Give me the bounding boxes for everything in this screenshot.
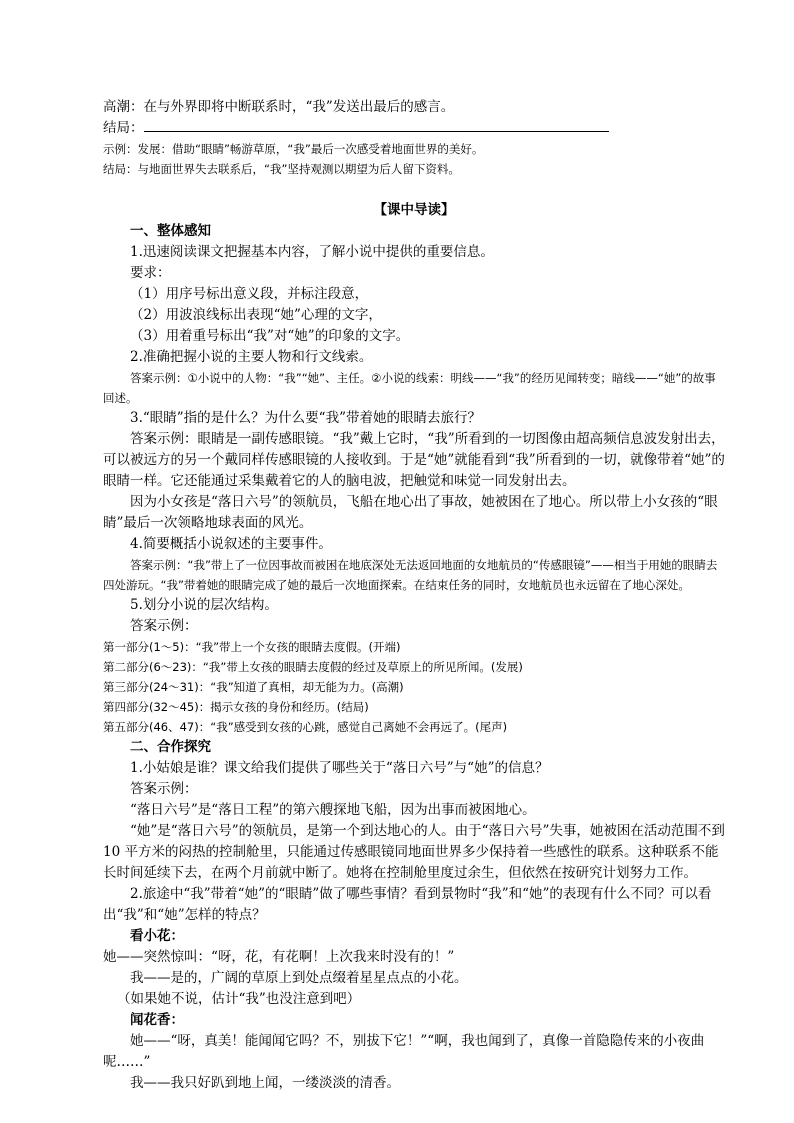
part2-look-1: 她——突然惊叫：“呀，花，有花啊！上次我来时没有的！” bbox=[103, 949, 455, 965]
part2-smell-2: 我——我只好趴到地上闻，一缕淡淡的清香。 bbox=[130, 1075, 400, 1091]
part2-q1: 1.小姑娘是谁？课文给我们提供了哪些关于“落日六号”与“她”的信息？ bbox=[130, 760, 549, 776]
part1-a5-4: 第四部分(32～45)：揭示女孩的身份和经历。(结局) bbox=[103, 700, 369, 714]
part2-a1-2: “她”是“落日六号”的领航员，是第一个到达地心的人。由于“落日六号”失事，她被困在活动范围不到 10 平方米的闷热的控制舱里，只能通过传感眼镜同地面世界多少保持着一些感性的联系。这种联系不能长时间延续下去，在两个月前就中断了。她将在控制舱里度过余生，但依然在按研究计划努力工作。 bbox=[103, 823, 725, 881]
part1-a5-label: 答案示例： bbox=[130, 618, 198, 634]
intro-ending bbox=[103, 118, 725, 139]
part1-q5: 5.划分小说的层次结构。 bbox=[130, 597, 278, 613]
part1-a5-5: 第五部分(46、47)：“我”感受到女孩的心跳，感觉自己离她不会再远了。(尾声) bbox=[103, 720, 508, 734]
part1-q4: 4.简要概括小说叙述的主要事件。 bbox=[130, 536, 332, 552]
spacer bbox=[103, 179, 725, 199]
ending-blank bbox=[144, 119, 609, 132]
part2-look-heading: 看小花： bbox=[130, 928, 184, 944]
part2-a1-label: 答案示例： bbox=[130, 781, 198, 797]
part1-a3-1: 答案示例：眼睛是一副传感眼镜。“我”戴上它时，“我”所看到的一切图像由超高频信息波发射出去，可以被远方的另一个戴同样传感眼镜的人接收到。于是“她”就能看到“我”所看到的一切，就像带着“她”的眼睛一样。它还能通过采集戴着它的人的脑电波，把触觉和味觉一同发射出去。 bbox=[103, 431, 725, 489]
part1-a5-3: 第三部分(24～31)：“我”知道了真相，却无能为力。(高潮) bbox=[103, 680, 404, 694]
section-title: 【课中导读】 bbox=[373, 202, 455, 218]
part1-a2: 答案示例：①小说中的人物：“我”“她”、主任。②小说的线索：明线——“我”的经历见闻转变；暗线——“她”的故事回述。 bbox=[103, 371, 716, 405]
part2-smell-1: 她——“呀，真美！能闻闻它吗？不，别拔下它！”“啊，我也闻到了，真像一首隐隐传来的小夜曲呢……” bbox=[103, 1033, 705, 1070]
document-body bbox=[103, 97, 725, 1094]
part1-q1: 1.迅速阅读课文把握基本内容，了解小说中提供的重要信息。 bbox=[130, 244, 494, 260]
part2-q2: 2.旅途中“我”带着“她”的“眼睛”做了哪些事情？看到景物时“我”和“她”的表现有什么不同？可以看出“我”和“她”怎样的特点？ bbox=[103, 886, 712, 923]
part2-look-3: （如果她不说，估计“我”也没注意到吧） bbox=[117, 991, 361, 1007]
intro-example-1: 示例：发展：借助“眼睛”畅游草原，“我”最后一次感受着地面世界的美好。 bbox=[103, 142, 484, 156]
part2-look-2: 我——是的，广阔的草原上到处点缀着星星点点的小花。 bbox=[130, 970, 468, 986]
part1-req1: （1）用序号标出意义段，并标注段意， bbox=[130, 286, 369, 302]
part1-q2: 2.准确把握小说的主要人物和行文线索。 bbox=[130, 349, 373, 365]
part1-req3: （3）用着重号标出“我”对“她”的印象的文字。 bbox=[130, 328, 410, 344]
ending-label: 结局： bbox=[103, 120, 144, 136]
part1-a5-1: 第一部分(1～5)：“我”带上一个女孩的眼睛去度假。(开端) bbox=[103, 640, 401, 654]
part1-heading: 一、整体感知 bbox=[130, 223, 211, 239]
part1-q3: 3.“眼睛”指的是什么？为什么要“我”带着她的眼睛去旅行？ bbox=[130, 410, 481, 426]
part2-heading: 二、合作探究 bbox=[130, 739, 211, 755]
part1-a4: 答案示例：“我”带上了一位因事故而被困在地底深处无法返回地面的女地航员的“传感眼镜”——相当于用她的眼睛去四处游玩。“我”带着她的眼睛完成了她的最后一次地面探索。在结束任务的同时，女地航员也永远留在了地心深处。 bbox=[103, 558, 718, 592]
part1-a3-2: 因为小女孩是“落日六号”的领航员，飞船在地心出了事故，她被困在了地心。所以带上小女孩的“眼睛”最后一次领略地球表面的风光。 bbox=[103, 494, 718, 531]
part1-req: 要求： bbox=[130, 265, 171, 281]
intro-example-2: 结局：与地面世界失去联系后，“我”坚持观测以期望为后人留下资料。 bbox=[103, 162, 460, 176]
intro-climax: 高潮：在与外界即将中断联系时，“我”发送出最后的感言。 bbox=[103, 99, 455, 115]
part2-smell-heading: 闻花香： bbox=[130, 1012, 184, 1028]
part2-a1-1: “落日六号”是“落日工程”的第六艘探地飞船，因为出事而被困地心。 bbox=[130, 802, 536, 818]
part1-req2: （2）用波浪线标出表现“她”心理的文字， bbox=[130, 307, 382, 323]
part1-a5-2: 第二部分(6～23)：“我”带上女孩的眼睛去度假的经过及草原上的所见所闻。(发展) bbox=[103, 660, 523, 674]
